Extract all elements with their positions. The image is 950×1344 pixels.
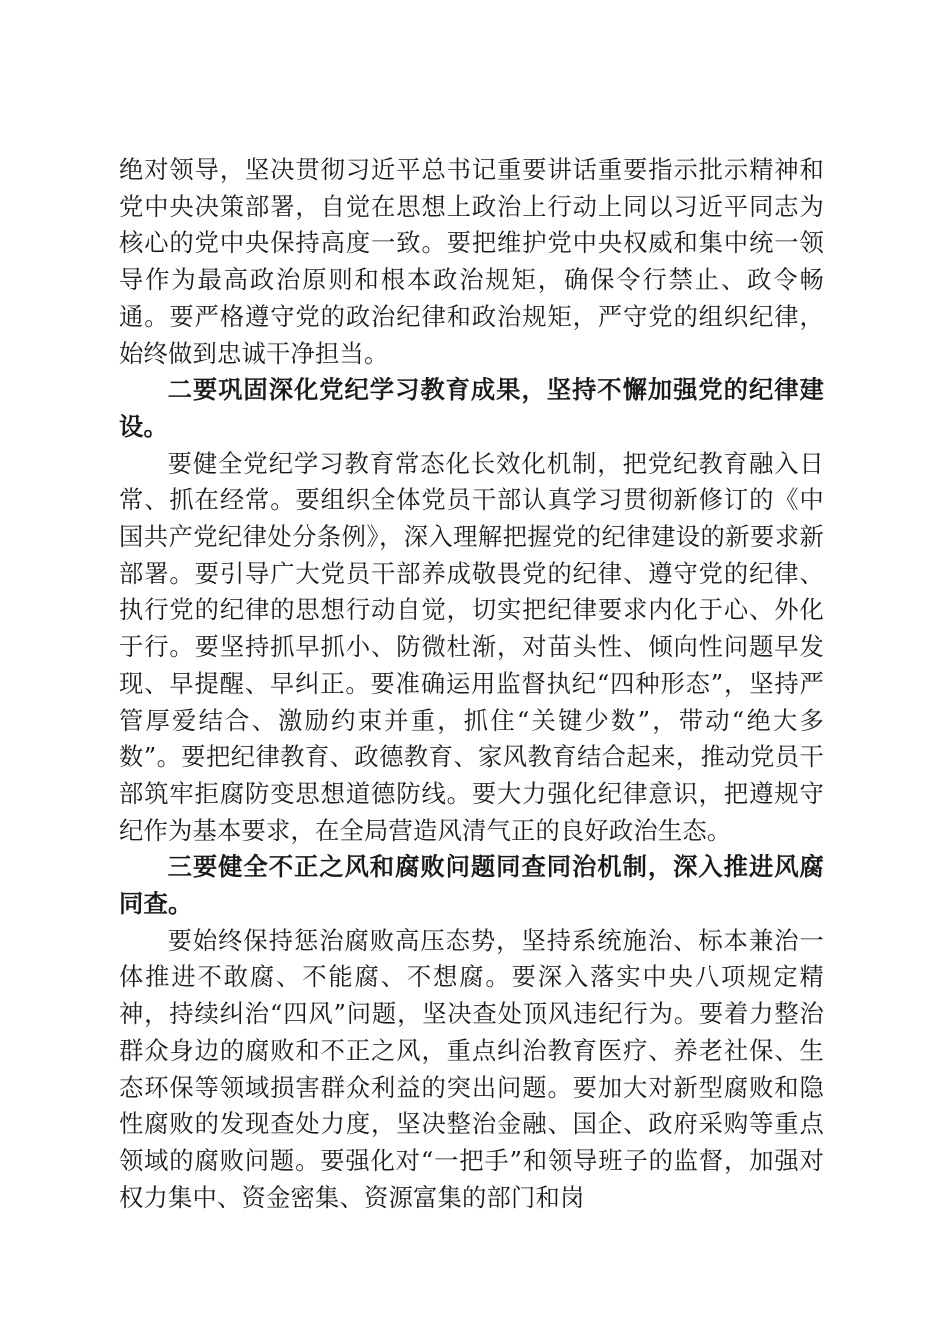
paragraph-anti-corruption: 要始终保持惩治腐败高压态势，坚持系统施治、标本兼治一体推进不敢腐、不能腐、不想腐。要深入落实中央八项规定精神，持续纠治“四风”问题，坚决查处顶风违纪行为。要着力整治群众身边的腐败和不正之风，重点纠治教育医疗、养老社保、生态环保等领域损害群众利益的突出问题。要加大对新型腐败和隐性腐败的发现查处力度，坚决整治金融、国企、政府采购等重点领域的腐败问题。要强化对“一把手”和领导班子的监督，加强对权力集中、资金密集、资源富集的部门和岗 (119, 925, 824, 1212)
heading-anti-corruption-mechanism: 三要健全不正之风和腐败问题同查同治机制，深入推进风腐同查。 (119, 852, 824, 919)
document-body (119, 152, 824, 1216)
paragraph-discipline-education: 要健全党纪学习教育常态化长效化机制，把党纪教育融入日常、抓在经常。要组织全体党员干部认真学习贯彻新修订的《中国共产党纪律处分条例》，深入理解把握党的纪律建设的新要求新部署。要引导广大党员干部养成敬畏党的纪律、遵守党的纪律、执行党的纪律的思想行动自觉，切实把纪律要求内化于心、外化于行。要坚持抓早抓小、防微杜渐，对苗头性、倾向性问题早发现、早提醒、早纠正。要准确运用监督执纪“四种形态”，坚持严管厚爱结合、激励约束并重，抓住“关键少数”，带动“绝大多数”。要把纪律教育、政德教育、家风教育结合起来，推动党员干部筑牢拒腐防变思想道德防线。要大力强化纪律意识，把遵规守纪作为基本要求，在全局营造风清气正的良好政治生态。 (119, 448, 824, 845)
paragraph-party-leadership: 绝对领导，坚决贯彻习近平总书记重要讲话重要指示批示精神和党中央决策部署，自觉在思想上政治上行动上同以习近平同志为核心的党中央保持高度一致。要把维护党中央权威和集中统一领导作为最高政治原则和根本政治规矩，确保令行禁止、政令畅通。要严格遵守党的政治纪律和政治规矩，严守党的组织纪律，始终做到忠诚干净担当。 (119, 155, 824, 368)
heading-discipline-building: 二要巩固深化党纪学习教育成果，坚持不懈加强党的纪律建设。 (119, 375, 824, 441)
